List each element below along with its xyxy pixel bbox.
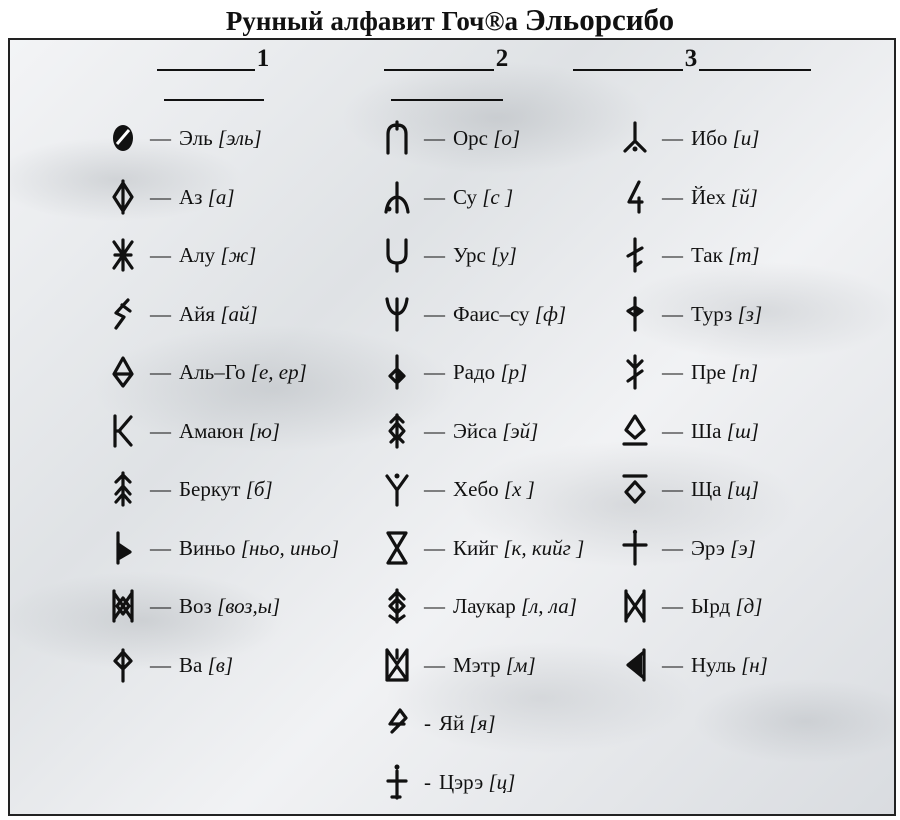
rune-name: Аль–Го	[179, 359, 246, 384]
rune-sound: [б]	[245, 476, 273, 501]
rune-sound: [и]	[732, 125, 760, 150]
rune-entry	[620, 586, 762, 626]
rune-sound: [воз,ы]	[217, 593, 281, 618]
rune-name: Яй	[439, 710, 465, 735]
rune-name: Урс	[453, 242, 486, 267]
rune-name: Радо	[453, 359, 496, 384]
rune-sound: [у]	[491, 242, 517, 267]
rune-entry	[620, 177, 758, 217]
rune-entry	[620, 469, 759, 509]
rune-entry	[620, 528, 756, 568]
entry-dash: —	[150, 301, 171, 326]
rune-name: Цэрэ	[439, 769, 484, 794]
rune-metr-icon	[382, 646, 412, 684]
rune-az-icon	[108, 178, 138, 216]
header-rule-right	[699, 69, 811, 71]
rune-name: Йех	[691, 184, 726, 209]
entry-dash: —	[662, 242, 683, 267]
rune-entry	[108, 235, 256, 275]
rune-sound: [эй]	[502, 418, 539, 443]
rune-sound: [м]	[505, 652, 536, 677]
rune-sound: [е, ер]	[250, 359, 307, 384]
rune-sound: [ньо, иньо]	[240, 535, 340, 560]
rune-entry	[382, 645, 536, 685]
entry-dash: —	[150, 184, 171, 209]
entry-dash: —	[424, 301, 445, 326]
rune-entry	[382, 586, 577, 626]
rune-entry	[108, 645, 233, 685]
rune-sound: [х ]	[503, 476, 535, 501]
entry-dash: —	[662, 125, 683, 150]
rune-pre-icon	[620, 353, 650, 391]
rune-eysa-icon	[382, 412, 412, 450]
rune-va-icon	[108, 646, 138, 684]
rune-tak-icon	[620, 236, 650, 274]
entry-dash: —	[662, 418, 683, 443]
page-title	[0, 0, 900, 40]
rune-sound: [к, кийг ]	[503, 535, 585, 560]
rune-alu-icon	[108, 236, 138, 274]
entry-dash: —	[150, 359, 171, 384]
entry-dash: —	[662, 535, 683, 560]
rune-entry	[382, 177, 513, 217]
rune-berkut-icon	[108, 470, 138, 508]
rune-entry	[382, 469, 535, 509]
entry-dash: —	[150, 652, 171, 677]
rune-rado-icon	[382, 353, 412, 391]
rune-entry	[620, 235, 760, 275]
rune-name: Амаюн	[179, 418, 244, 443]
rune-nul-icon	[620, 646, 650, 684]
rune-yay-icon	[382, 704, 412, 742]
rune-name: Су	[453, 184, 477, 209]
rune-name: Кийг	[453, 535, 499, 560]
rune-sound: [ф]	[534, 301, 567, 326]
rune-laukar-icon	[382, 587, 412, 625]
rune-entry	[620, 352, 758, 392]
rune-yekh-icon	[620, 178, 650, 216]
rune-sound: [а]	[207, 184, 235, 209]
rune-sound: [п]	[731, 359, 759, 384]
rune-sound: [л, ла]	[520, 593, 577, 618]
rune-name: Ша	[691, 418, 722, 443]
header-rule-left	[157, 69, 255, 71]
rune-entry	[108, 352, 307, 392]
column-header-2	[328, 44, 566, 104]
rune-name: Эйса	[453, 418, 497, 443]
rune-entry	[620, 294, 762, 334]
rune-fais-su-icon	[382, 295, 412, 333]
rune-ibo-icon	[620, 119, 650, 157]
rune-sound: [ш]	[726, 418, 759, 443]
entry-dash: —	[424, 418, 445, 443]
entry-dash: —	[424, 652, 445, 677]
rune-al-go-icon	[108, 353, 138, 391]
rune-name: Айя	[179, 301, 216, 326]
rune-kiyg-icon	[382, 529, 412, 567]
entry-dash: —	[424, 476, 445, 501]
column-number: 1	[256, 45, 270, 72]
entry-dash: —	[662, 476, 683, 501]
rune-entry	[108, 528, 339, 568]
entry-dash: —	[150, 476, 171, 501]
entry-dash: —	[662, 184, 683, 209]
entry-dash: -	[424, 710, 431, 735]
rune-name: Ща	[691, 476, 722, 501]
title-alphabet-name: Эльорсибо	[524, 2, 675, 37]
entry-dash: —	[150, 242, 171, 267]
entry-dash: —	[424, 125, 445, 150]
entry-dash: —	[424, 242, 445, 267]
rune-ere-icon	[620, 529, 650, 567]
rune-entry	[382, 294, 566, 334]
rune-entry	[382, 528, 584, 568]
rune-name: Эрэ	[691, 535, 725, 560]
rune-vinyo-icon	[108, 529, 138, 567]
entry-dash: —	[662, 359, 683, 384]
rune-sound: [р]	[500, 359, 528, 384]
rune-name: Эль	[179, 125, 213, 150]
rune-name: Ырд	[691, 593, 731, 618]
rune-name: Пре	[691, 359, 726, 384]
rune-entry	[108, 586, 280, 626]
rune-voz-icon	[108, 587, 138, 625]
rune-name: Виньо	[179, 535, 236, 560]
rune-sound: [н]	[741, 652, 768, 677]
header-rule-left	[573, 69, 683, 71]
rune-name: Мэтр	[453, 652, 501, 677]
rune-entry	[620, 645, 768, 685]
rune-khebo-icon	[382, 470, 412, 508]
rune-name: Орс	[453, 125, 488, 150]
rune-sound: [ай]	[220, 301, 258, 326]
rune-tsere-icon	[382, 763, 412, 801]
rune-yrd-icon	[620, 587, 650, 625]
rune-sound: [й]	[730, 184, 758, 209]
rune-sound: [т]	[728, 242, 760, 267]
entry-dash: —	[150, 593, 171, 618]
rune-sound: [ж]	[220, 242, 257, 267]
rune-entry	[108, 118, 262, 158]
rune-sound: [з]	[737, 301, 763, 326]
rune-entry	[108, 411, 280, 451]
entry-dash: —	[662, 301, 683, 326]
rune-name: Ва	[179, 652, 203, 677]
rune-shcha-icon	[620, 470, 650, 508]
rune-name: Ибо	[691, 125, 728, 150]
rune-name: Турз	[691, 301, 733, 326]
rune-sound: [в]	[207, 652, 234, 677]
entry-dash: —	[150, 125, 171, 150]
rune-name: Лаукар	[453, 593, 516, 618]
rune-entry	[382, 352, 527, 392]
rune-sound: [щ]	[726, 476, 759, 501]
rune-entry	[382, 118, 520, 158]
rune-entry	[382, 762, 515, 802]
entry-dash: —	[424, 535, 445, 560]
rune-entry	[108, 177, 235, 217]
rune-el-icon	[108, 119, 138, 157]
rune-entry	[620, 118, 759, 158]
rune-amayun-icon	[108, 412, 138, 450]
rune-ors-icon	[382, 119, 412, 157]
rune-entry	[108, 294, 258, 334]
rune-name: Так	[691, 242, 723, 267]
rune-sha-icon	[620, 412, 650, 450]
entry-dash: —	[150, 418, 171, 443]
rune-sound: [ц]	[488, 769, 516, 794]
rune-name: Аз	[179, 184, 203, 209]
entry-dash: —	[424, 593, 445, 618]
rune-name: Фаис–су	[453, 301, 530, 326]
rune-sound: [о]	[493, 125, 521, 150]
rune-name: Воз	[179, 593, 212, 618]
rune-name: Хебо	[453, 476, 499, 501]
column-number: 2	[495, 45, 509, 72]
header-rule-right	[391, 99, 503, 101]
rune-ayya-icon	[108, 295, 138, 333]
rune-urs-icon	[382, 236, 412, 274]
rune-sound: [я]	[469, 710, 496, 735]
rune-sound: [с ]	[482, 184, 514, 209]
rune-entry	[382, 235, 517, 275]
header-rule-left	[384, 69, 494, 71]
column-number: 3	[684, 45, 698, 72]
column-header-1	[108, 44, 320, 104]
rune-name: Беркут	[179, 476, 241, 501]
entry-dash: —	[662, 652, 683, 677]
entry-dash: —	[424, 359, 445, 384]
rune-sound: [эль]	[217, 125, 262, 150]
rune-sound: [э]	[730, 535, 756, 560]
rune-sound: [ю]	[248, 418, 280, 443]
rune-entry	[620, 411, 759, 451]
entry-dash: -	[424, 769, 431, 794]
rune-name: Нуль	[691, 652, 736, 677]
entry-dash: —	[662, 593, 683, 618]
rune-entry	[108, 469, 273, 509]
rune-name: Алу	[179, 242, 216, 267]
header-rule-right	[164, 99, 264, 101]
title-prefix: Рунный алфавит Гоч®а	[225, 6, 519, 36]
entry-dash: —	[424, 184, 445, 209]
rune-entry	[382, 703, 496, 743]
rune-sound: [д]	[735, 593, 763, 618]
column-header-3	[572, 44, 812, 74]
entry-dash: —	[150, 535, 171, 560]
rune-su-icon	[382, 178, 412, 216]
rune-turz-icon	[620, 295, 650, 333]
rune-entry	[382, 411, 538, 451]
